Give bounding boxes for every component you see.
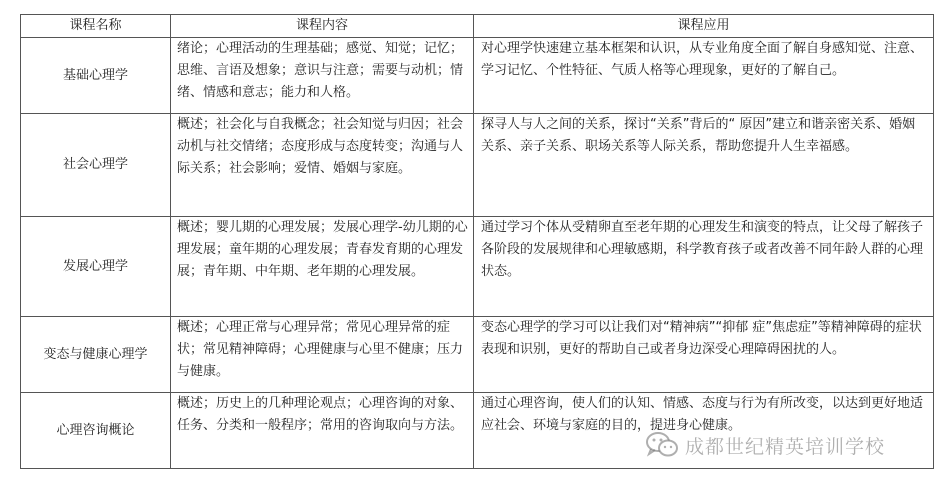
course-content-cell: 绪论；心理活动的生理基础；感觉、知觉；记忆；思维、言语及想象；意识与注意；需要与动机；情绪、情感和意志；能力和人格。: [171, 38, 474, 114]
watermark-text: 成都世纪精英培训学校: [685, 435, 886, 458]
course-application-cell: 通过学习个体从受精卵直至老年期的心理发生和演变的特点，让父母了解孩子各阶段的发展规律和心理敏感期，科学教育孩子或者改善不同年龄人群的心理状态。: [474, 217, 934, 317]
table-header-row: [21, 15, 934, 38]
table-row: [21, 38, 934, 114]
header-course-content: 课程内容: [171, 15, 474, 38]
header-course-name: 课程名称: [21, 15, 171, 38]
course-name-cell: 社会心理学: [21, 114, 171, 217]
course-application-cell: 通过心理咨询，使人们的认知、情感、态度与行为有所改变，以达到更好地适应社会、环境与家庭的目的，提进身心健康。: [474, 393, 934, 469]
table-row: [21, 317, 934, 393]
course-content-cell: 概述；心理正常与心理异常；常见心理异常的症状；常见精神障碍；心理健康与心里不健康；压力与健康。: [171, 317, 474, 393]
course-name-cell: 基础心理学: [21, 38, 171, 114]
course-name-cell: 心理咨询概论: [21, 393, 171, 469]
course-application-cell: 探寻人与人之间的关系，探讨“关系”背后的“ 原因”建立和谐亲密关系、婚姻关系、亲子关系、职场关系等人际关系，帮助您提升人生幸福感。: [474, 114, 934, 217]
course-application-cell: 变态心理学的学习可以让我们对“精神病”“抑郁 症”焦虑症”等精神障碍的症状表现和识别，更好的帮助自己或者身边深受心理障碍困扰的人。: [474, 317, 934, 393]
course-name-cell: 变态与健康心理学: [21, 317, 171, 393]
course-content-cell: 概述；历史上的几种理论观点；心理咨询的对象、任务、分类和一般程序；常用的咨询取向与方法。: [171, 393, 474, 469]
course-table: [20, 14, 934, 469]
course-content-cell: 概述；社会化与自我概念；社会知觉与归因；社会动机与社交情绪；态度形成与态度转变；沟通与人际关系；社会影响；爱情、婚姻与家庭。: [171, 114, 474, 217]
table-row: [21, 393, 934, 469]
course-content-cell: 概述；婴儿期的心理发展；发展心理学-幼儿期的心理发展；童年期的心理发展；青春发育期的心理发展；青年期、中年期、老年期的心理发展。: [171, 217, 474, 317]
table-row: [21, 217, 934, 317]
table-row: [21, 114, 934, 217]
course-application-cell: 对心理学快速建立基本框架和认识，从专业角度全面了解自身感知觉、注意、学习记忆、个性特征、气质人格等心理现象，更好的了解自己。: [474, 38, 934, 114]
course-name-cell: 发展心理学: [21, 217, 171, 317]
header-course-application: 课程应用: [474, 15, 934, 38]
